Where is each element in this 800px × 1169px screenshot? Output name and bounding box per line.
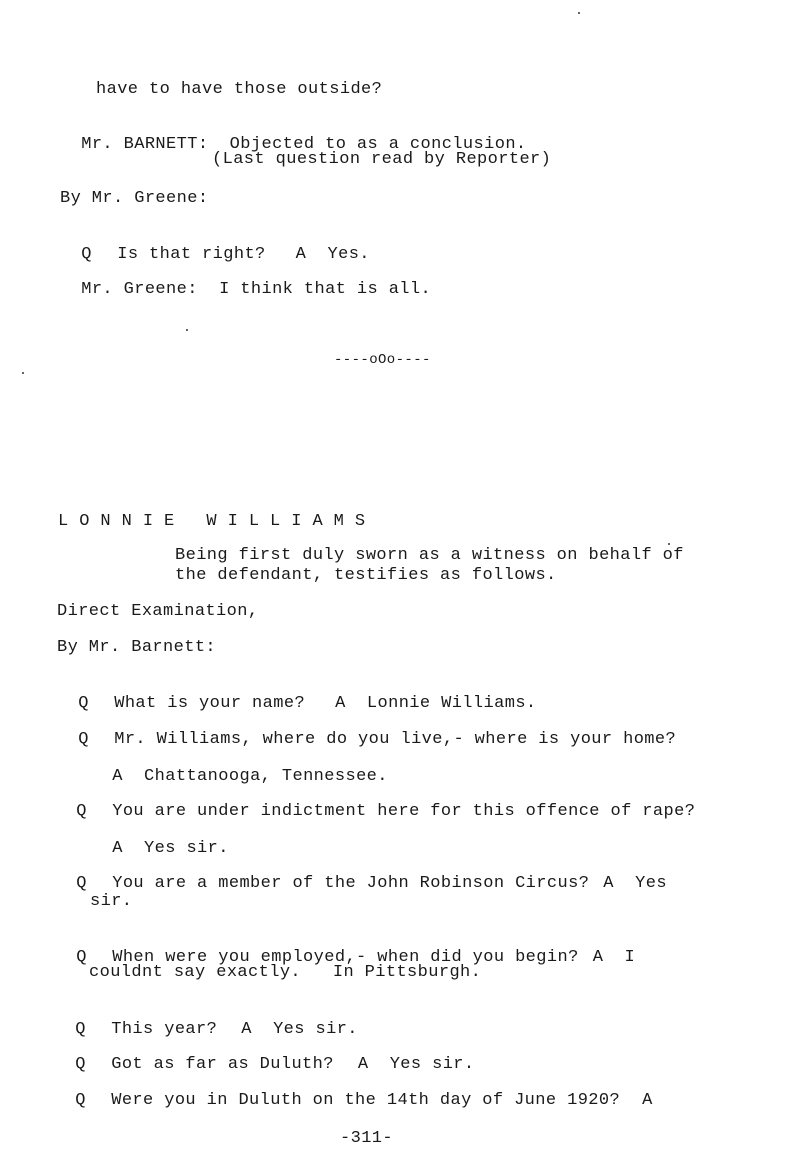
- witness-name-heading: L O N N I E W I L L I A M S: [58, 512, 366, 531]
- direct-examination-heading: Direct Examination,: [57, 602, 259, 621]
- qa-is-that-right: [60, 225, 370, 265]
- answer-indictment: [91, 819, 229, 859]
- scan-speck: [578, 12, 580, 14]
- qa-live: [57, 710, 676, 750]
- question-text: What is your name?: [114, 694, 306, 713]
- answer-marker: A: [295, 245, 307, 264]
- qa-name: [57, 674, 537, 714]
- answer-marker: A: [642, 1091, 653, 1110]
- answer-circus-continued: sir.: [90, 892, 133, 911]
- question-marker: Q: [76, 948, 87, 967]
- qa-indictment: [55, 782, 695, 822]
- question-marker: Q: [81, 245, 92, 264]
- qa-employed: [55, 928, 635, 968]
- question-marker: Q: [75, 1091, 86, 1110]
- answer-text: Yes sir.: [389, 1055, 475, 1074]
- answer-live: [91, 747, 388, 787]
- qa-duluth: [54, 1035, 475, 1075]
- qa-this-year: [54, 1000, 358, 1040]
- scan-speck: [186, 329, 188, 331]
- qa-circus: [55, 854, 667, 894]
- page-number: -311-: [340, 1129, 394, 1148]
- question-marker: Q: [78, 730, 89, 749]
- scan-speck: [22, 372, 24, 374]
- answer-employed-continued: couldnt say exactly. In Pittsburgh.: [89, 963, 482, 982]
- answer-text: Chattanooga, Tennessee.: [144, 767, 388, 786]
- sworn-statement-line2: the defendant, testifies as follows.: [175, 566, 557, 585]
- answer-marker: A: [357, 1055, 369, 1074]
- answer-marker: A: [112, 767, 123, 786]
- question-text: Mr. Williams, where do you live,- where is your home?: [114, 730, 677, 749]
- continued-line: have to have those outside?: [96, 80, 383, 99]
- objection-line: [60, 115, 527, 155]
- question-marker: Q: [75, 1020, 86, 1039]
- question-marker: Q: [76, 874, 87, 893]
- answer-text: Yes: [635, 874, 667, 893]
- section-separator: ----oOo----: [334, 352, 431, 368]
- answer-marker: A: [112, 839, 123, 858]
- question-text: Is that right?: [117, 245, 266, 264]
- question-text: You are under indictment here for this offence of rape?: [112, 802, 696, 821]
- answer-marker: A: [241, 1020, 252, 1039]
- by-barnett-heading: By Mr. Barnett:: [57, 638, 217, 657]
- scan-speck: [668, 543, 670, 545]
- answer-text: I: [624, 948, 636, 967]
- question-text: When were you employed,- when did you begin?: [112, 948, 579, 967]
- answer-marker: A: [592, 948, 604, 967]
- closing-line: [60, 260, 431, 300]
- question-marker: Q: [78, 694, 89, 713]
- answer-text: Lonnie Williams.: [366, 694, 537, 713]
- reporter-note: (Last question read by Reporter): [212, 150, 552, 169]
- answer-text: Yes.: [327, 245, 370, 264]
- question-text: You are a member of the John Robinson Circus?: [112, 874, 590, 893]
- speaker-greene: Mr. Greene:: [81, 280, 198, 299]
- question-marker: Q: [75, 1055, 86, 1074]
- question-marker: Q: [76, 802, 87, 821]
- question-text: This year?: [111, 1020, 218, 1039]
- answer-marker: A: [335, 694, 346, 713]
- answer-marker: A: [603, 874, 614, 893]
- closing-text: I think that is all.: [219, 280, 432, 299]
- speaker-barnett: Mr. BARNETT:: [81, 135, 209, 154]
- qa-june: [54, 1071, 653, 1111]
- question-text: Got as far as Duluth?: [111, 1055, 334, 1074]
- answer-text: Yes sir.: [273, 1020, 358, 1039]
- answer-text: Yes sir.: [144, 839, 229, 858]
- sworn-statement-line1: Being first duly sworn as a witness on behalf of: [175, 546, 684, 565]
- objection-text: Objected to as a conclusion.: [229, 135, 527, 154]
- by-greene-heading: By Mr. Greene:: [60, 189, 209, 208]
- question-text: Were you in Duluth on the 14th day of June 1920?: [111, 1091, 621, 1110]
